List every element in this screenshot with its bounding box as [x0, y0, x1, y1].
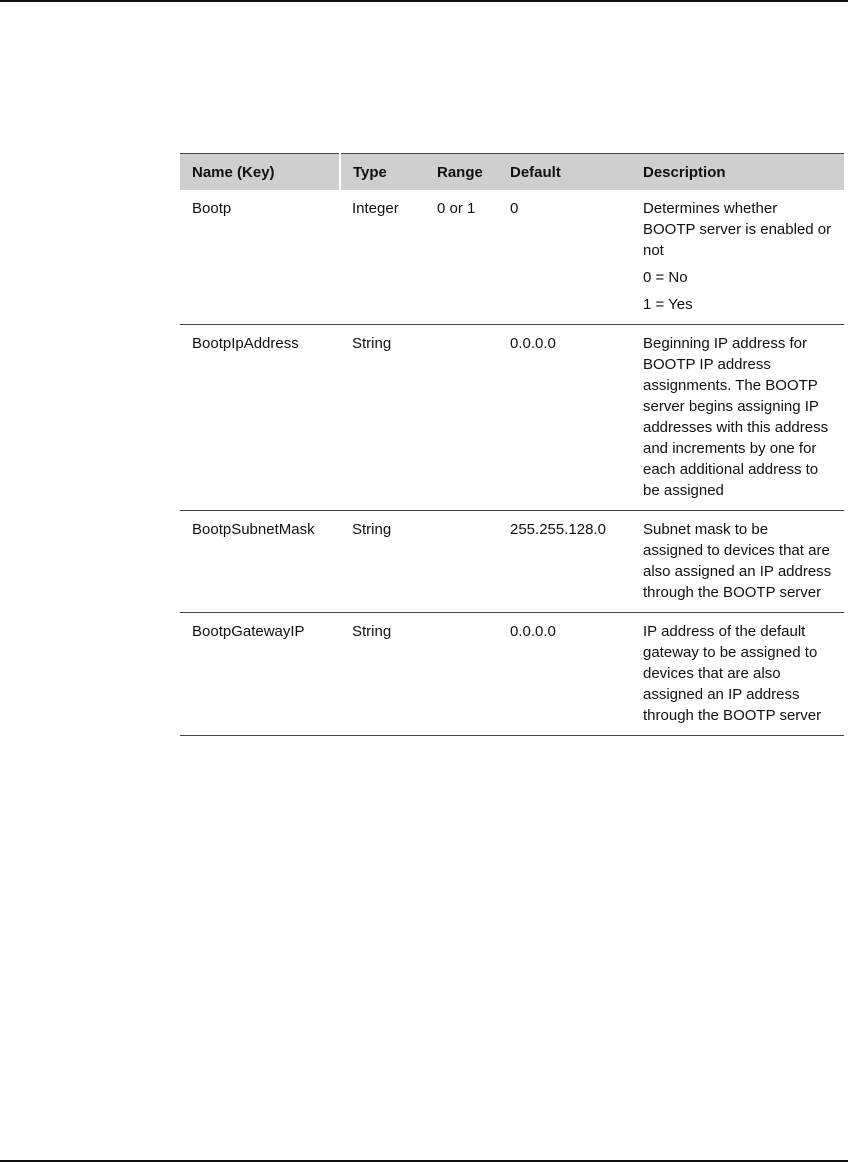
cell-default: 0.0.0.0 [510, 335, 556, 352]
cell-range [425, 613, 498, 736]
bootp-parameters-table [180, 153, 844, 736]
cell-range [425, 325, 498, 511]
header-description: Description [643, 163, 726, 181]
description-text: Determines whether BOOTP server is enabled or not [643, 200, 832, 259]
header-row [180, 154, 844, 191]
cell-default: 0.0.0.0 [510, 623, 556, 640]
header-type: Type [353, 163, 387, 181]
header-default: Default [510, 163, 561, 181]
cell-type: String [352, 623, 392, 640]
table-row [180, 511, 844, 613]
description-text: Subnet mask to be assigned to devices that are also assigned an IP address through the BOOTP server [643, 521, 832, 601]
cell-default: 0 [510, 200, 519, 217]
cell-name: Bootp [192, 200, 232, 217]
cell-type: Integer [352, 200, 399, 217]
header-name-key: Name (Key) [180, 154, 340, 191]
description-option-yes: 1 = Yes [643, 296, 693, 313]
description-text: Beginning IP address for BOOTP IP address assignments. The BOOTP server begins assigning IP addresses with this address and increments by one for each additional address to be assigned [643, 335, 829, 499]
cell-type: String [352, 521, 392, 538]
description-option-no: 0 = No [643, 269, 688, 286]
header-range: Range [437, 163, 483, 181]
table-row [180, 325, 844, 511]
cell-default: 255.255.128.0 [510, 521, 606, 538]
description-text: IP address of the default gateway to be assigned to devices that are also assigned an IP address through the BOOTP server [643, 623, 822, 724]
cell-name: BootpIpAddress [192, 335, 299, 352]
cell-description [631, 190, 844, 325]
cell-description [631, 511, 844, 613]
cell-type: String [352, 335, 392, 352]
table-row [180, 190, 844, 325]
cell-description [631, 325, 844, 511]
table-body [180, 190, 844, 736]
table-row [180, 613, 844, 736]
cell-range: 0 or 1 [437, 200, 476, 217]
cell-name: BootpGatewayIP [192, 623, 305, 640]
cell-description [631, 613, 844, 736]
cell-name: BootpSubnetMask [192, 521, 315, 538]
table-header [180, 154, 844, 191]
cell-range [425, 511, 498, 613]
page-top-rule [0, 0, 848, 2]
